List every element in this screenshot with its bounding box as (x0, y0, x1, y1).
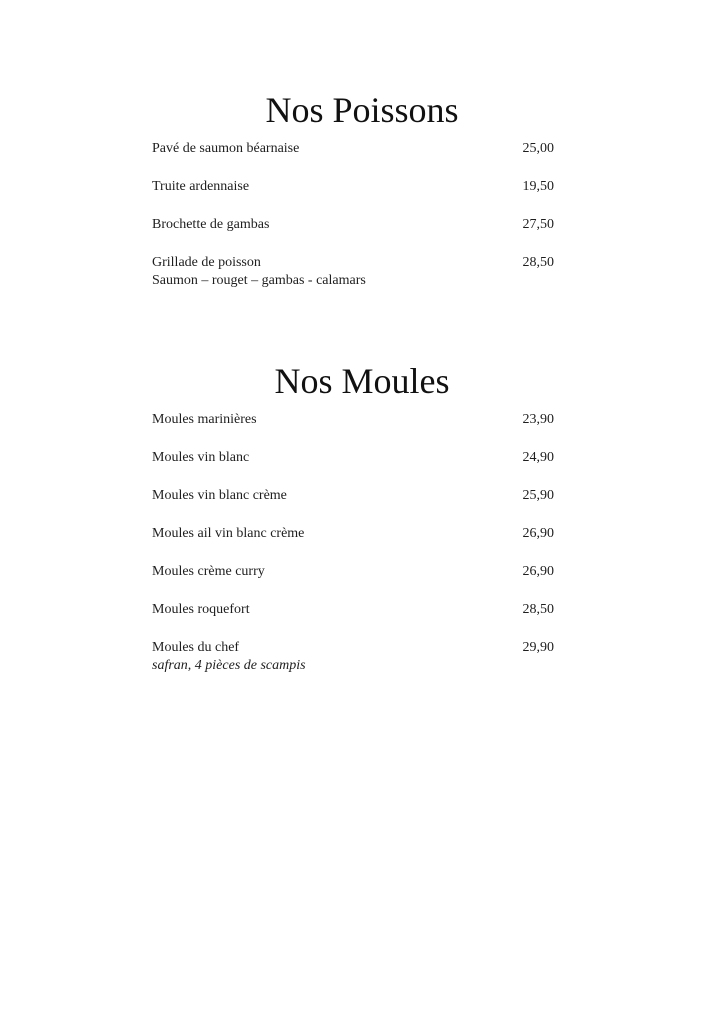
item-name: Grillade de poisson (152, 255, 261, 270)
section-title-poissons: Nos Poissons (265, 90, 459, 130)
item-price: 25,90 (522, 488, 554, 503)
item-price: 26,90 (522, 526, 554, 541)
item-description: safran, 4 pièces de scampis (152, 658, 306, 673)
item-name: Moules ail vin blanc crème (152, 526, 305, 541)
item-price: 19,50 (522, 179, 554, 194)
menu-item (152, 178, 554, 196)
menu-item (152, 449, 554, 467)
item-name: Moules vin blanc (152, 450, 250, 465)
menu-item (152, 487, 554, 505)
menu-item (152, 216, 554, 234)
menu-item (152, 601, 554, 619)
item-name: Brochette de gambas (152, 217, 270, 232)
item-price: 25,00 (522, 141, 554, 156)
menu-item (152, 639, 554, 675)
item-price: 23,90 (522, 412, 554, 427)
item-name: Pavé de saumon béarnaise (152, 141, 300, 156)
item-name: Moules marinières (152, 412, 257, 427)
item-price: 29,90 (522, 640, 554, 655)
item-price: 27,50 (522, 217, 554, 232)
item-name: Moules crème curry (152, 564, 265, 579)
item-price: 28,50 (522, 602, 554, 617)
item-description: Saumon – rouget – gambas - calamars (152, 273, 366, 288)
item-name: Moules vin blanc crème (152, 488, 287, 503)
item-name: Truite ardennaise (152, 179, 250, 194)
item-price: 26,90 (522, 564, 554, 579)
menu-item (152, 140, 554, 158)
menu-item (152, 254, 554, 290)
menu-item (152, 411, 554, 429)
item-price: 28,50 (522, 255, 554, 270)
item-name: Moules du chef (152, 640, 240, 655)
menu-item (152, 525, 554, 543)
section-title-moules: Nos Moules (274, 361, 450, 401)
item-price: 24,90 (522, 450, 554, 465)
menu-item (152, 563, 554, 581)
item-name: Moules roquefort (152, 602, 250, 617)
